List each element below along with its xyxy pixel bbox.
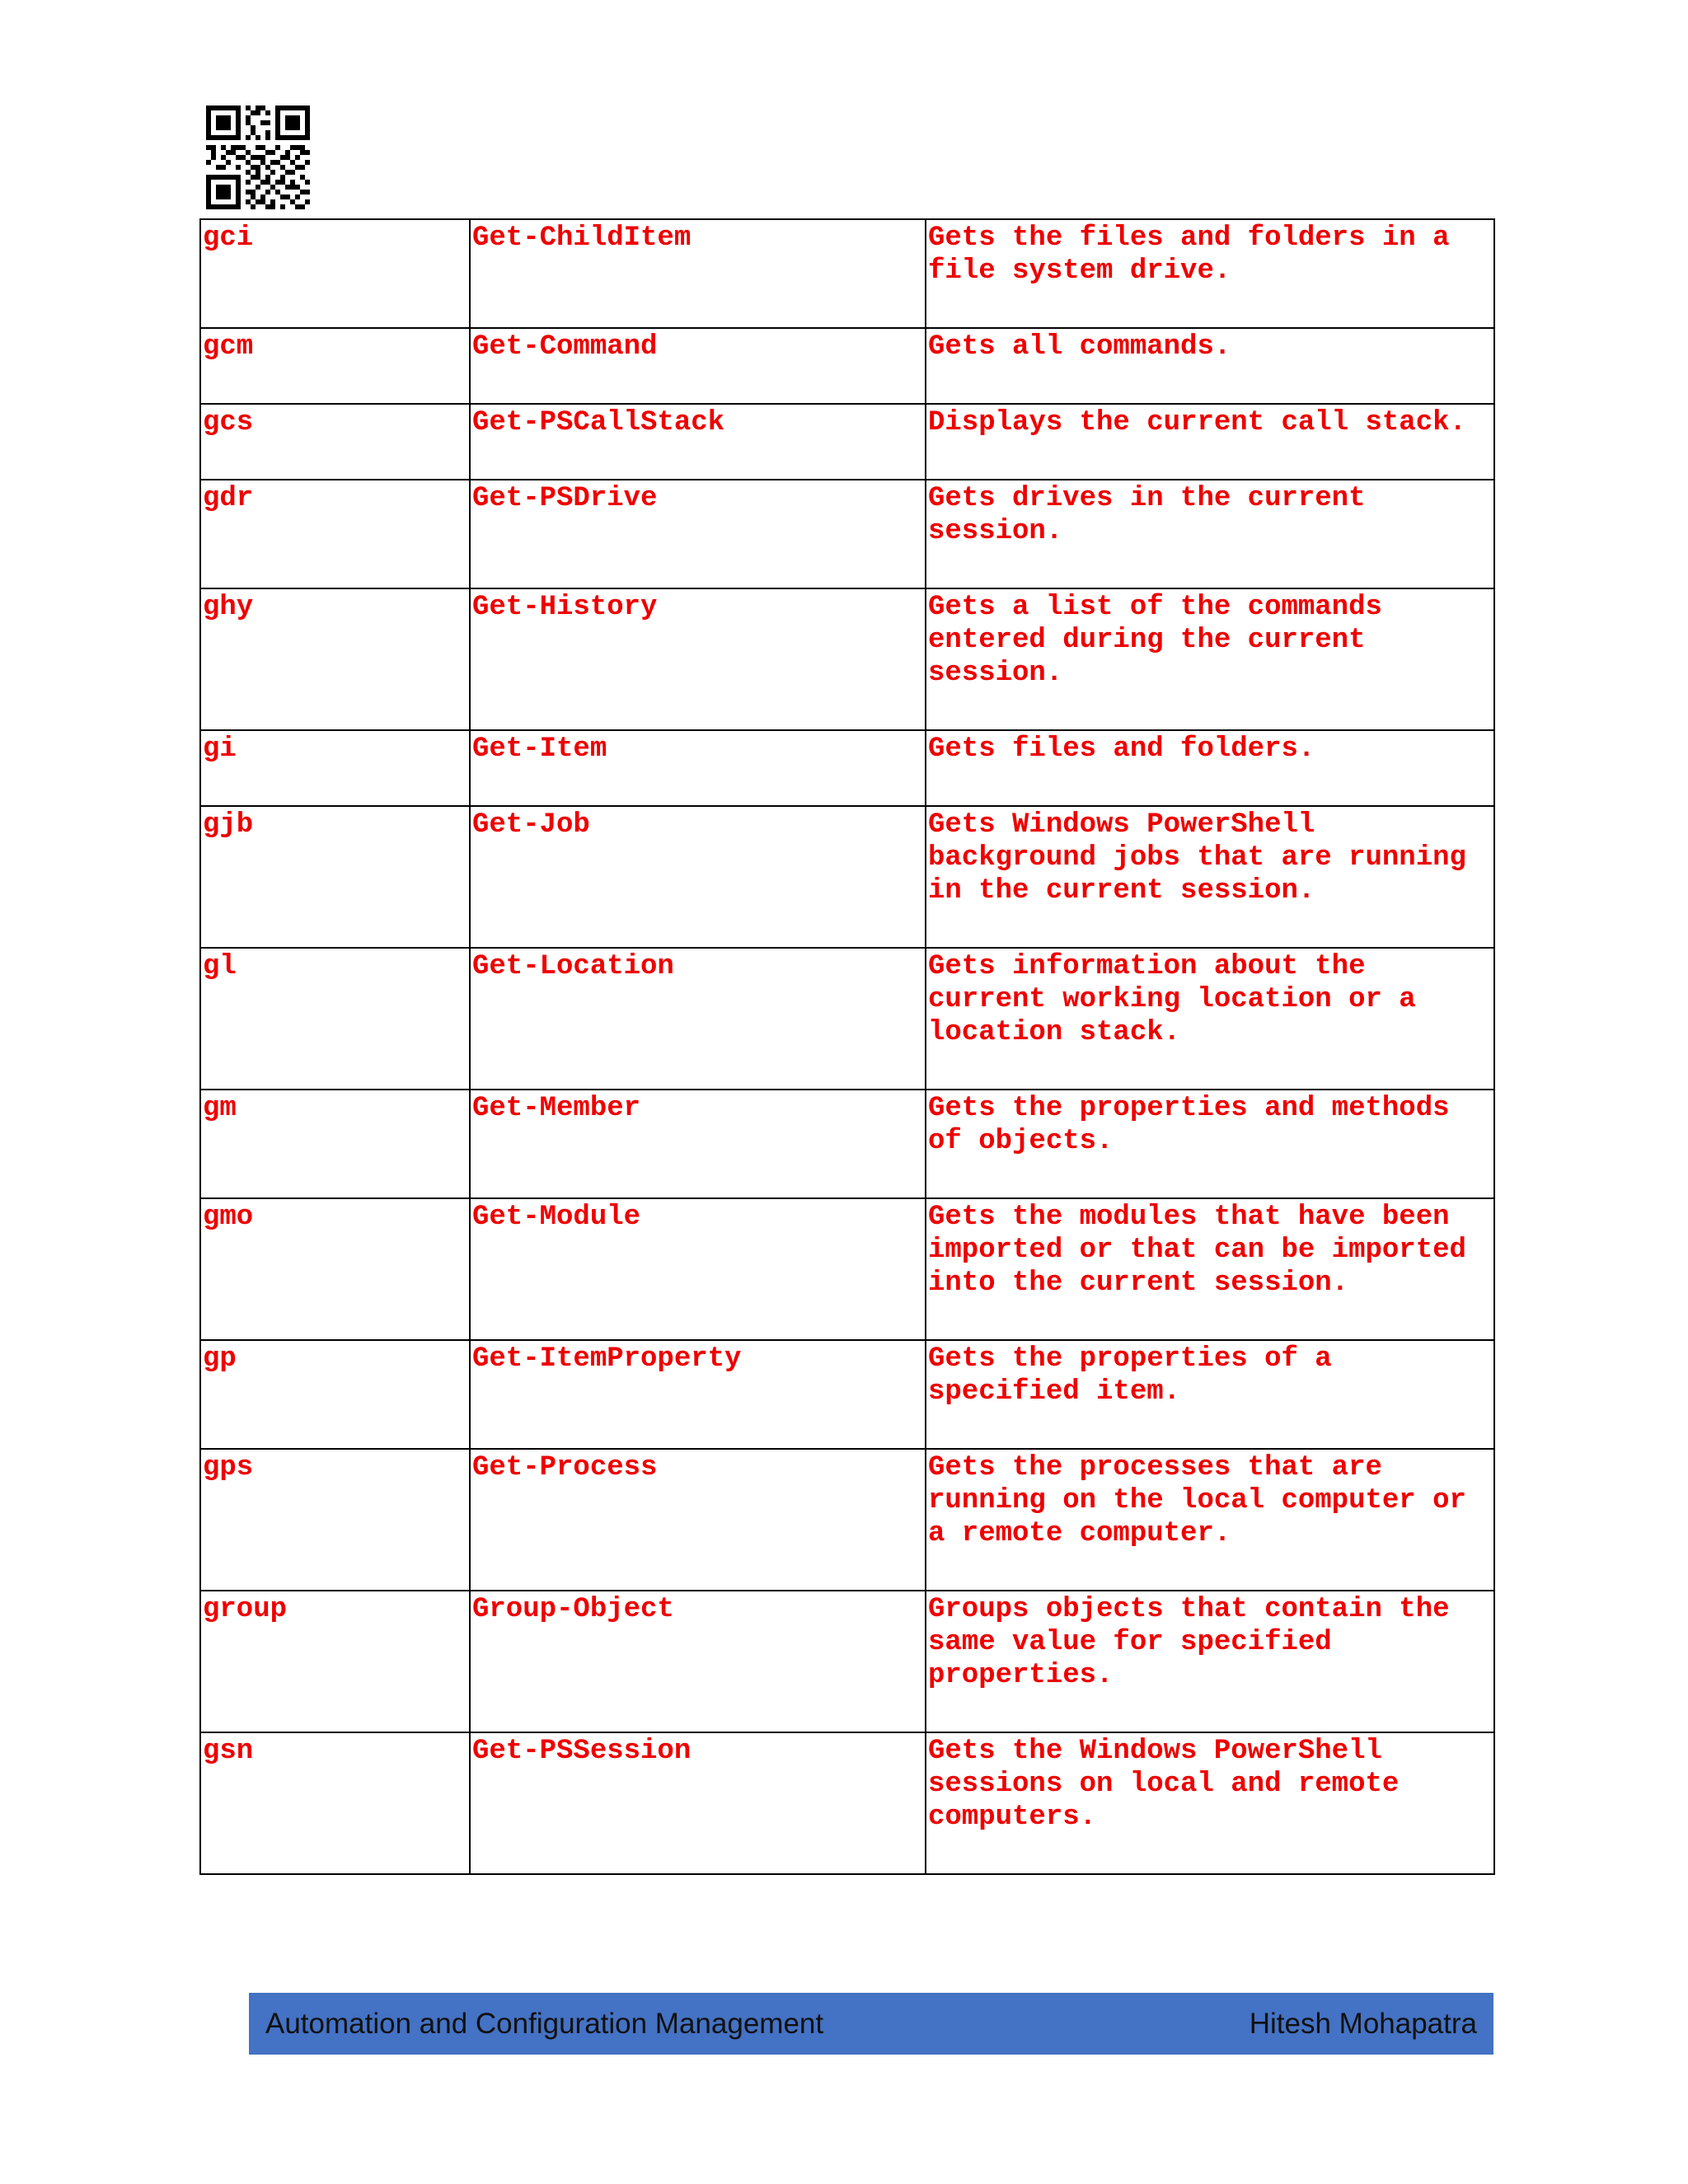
alias-cell: gi [200,730,470,806]
description-cell: Gets drives in the current session. [926,480,1494,588]
description-cell: Gets the modules that have been imported or that can be imported into the current session. [926,1198,1494,1340]
description-cell: Gets the properties of a specified item. [926,1340,1494,1449]
description-cell: Gets all commands. [926,328,1494,404]
alias-cell: gdr [200,480,470,588]
alias-cell: group [200,1591,470,1732]
table-row [200,948,1494,1090]
alias-cell: ghy [200,588,470,730]
cmdlet-cell: Get-Job [470,806,926,948]
cmdlet-cell: Get-PSSession [470,1732,926,1874]
alias-table [199,218,1495,1875]
table-row [200,480,1494,588]
description-cell: Gets Windows PowerShell background jobs that are running in the current session. [926,806,1494,948]
table-row [200,219,1494,328]
description-cell: Gets the Windows PowerShell sessions on local and remote computers. [926,1732,1494,1874]
alias-cell: gcm [200,328,470,404]
table-row [200,404,1494,480]
table-row [200,1591,1494,1732]
alias-cell: gp [200,1340,470,1449]
table-row [200,1198,1494,1340]
alias-cell: gci [200,219,470,328]
description-cell: Gets information about the current working location or a location stack. [926,948,1494,1090]
description-cell: Gets files and folders. [926,730,1494,806]
cmdlet-cell: Get-Member [470,1090,926,1198]
table-row [200,1449,1494,1591]
cmdlet-cell: Get-Location [470,948,926,1090]
alias-cell: gmo [200,1198,470,1340]
alias-cell: gps [200,1449,470,1591]
description-cell: Gets the files and folders in a file system drive. [926,219,1494,328]
footer-course-title: Automation and Configuration Management [265,2007,824,2040]
cmdlet-cell: Get-Command [470,328,926,404]
alias-cell: gjb [200,806,470,948]
table-row [200,1090,1494,1198]
table-row [200,1732,1494,1874]
alias-cell: gcs [200,404,470,480]
footer-author: Hitesh Mohapatra [1249,2007,1477,2040]
cmdlet-cell: Get-ChildItem [470,219,926,328]
table-row [200,328,1494,404]
cmdlet-cell: Get-ItemProperty [470,1340,926,1449]
description-cell: Gets the properties and methods of objects. [926,1090,1494,1198]
qr-code-icon [206,105,310,209]
description-cell: Groups objects that contain the same value for specified properties. [926,1591,1494,1732]
table-row [200,806,1494,948]
alias-cell: gsn [200,1732,470,1874]
cmdlet-cell: Get-Process [470,1449,926,1591]
cmdlet-cell: Get-Module [470,1198,926,1340]
alias-cell: gl [200,948,470,1090]
table-row [200,1340,1494,1449]
description-cell: Gets a list of the commands entered during the current session. [926,588,1494,730]
cmdlet-cell: Get-History [470,588,926,730]
table-row [200,730,1494,806]
page-footer [249,1993,1493,2055]
cmdlet-cell: Get-PSCallStack [470,404,926,480]
description-cell: Displays the current call stack. [926,404,1494,480]
table-row [200,588,1494,730]
cmdlet-cell: Get-PSDrive [470,480,926,588]
alias-cell: gm [200,1090,470,1198]
cmdlet-cell: Get-Item [470,730,926,806]
description-cell: Gets the processes that are running on the local computer or a remote computer. [926,1449,1494,1591]
cmdlet-cell: Group-Object [470,1591,926,1732]
